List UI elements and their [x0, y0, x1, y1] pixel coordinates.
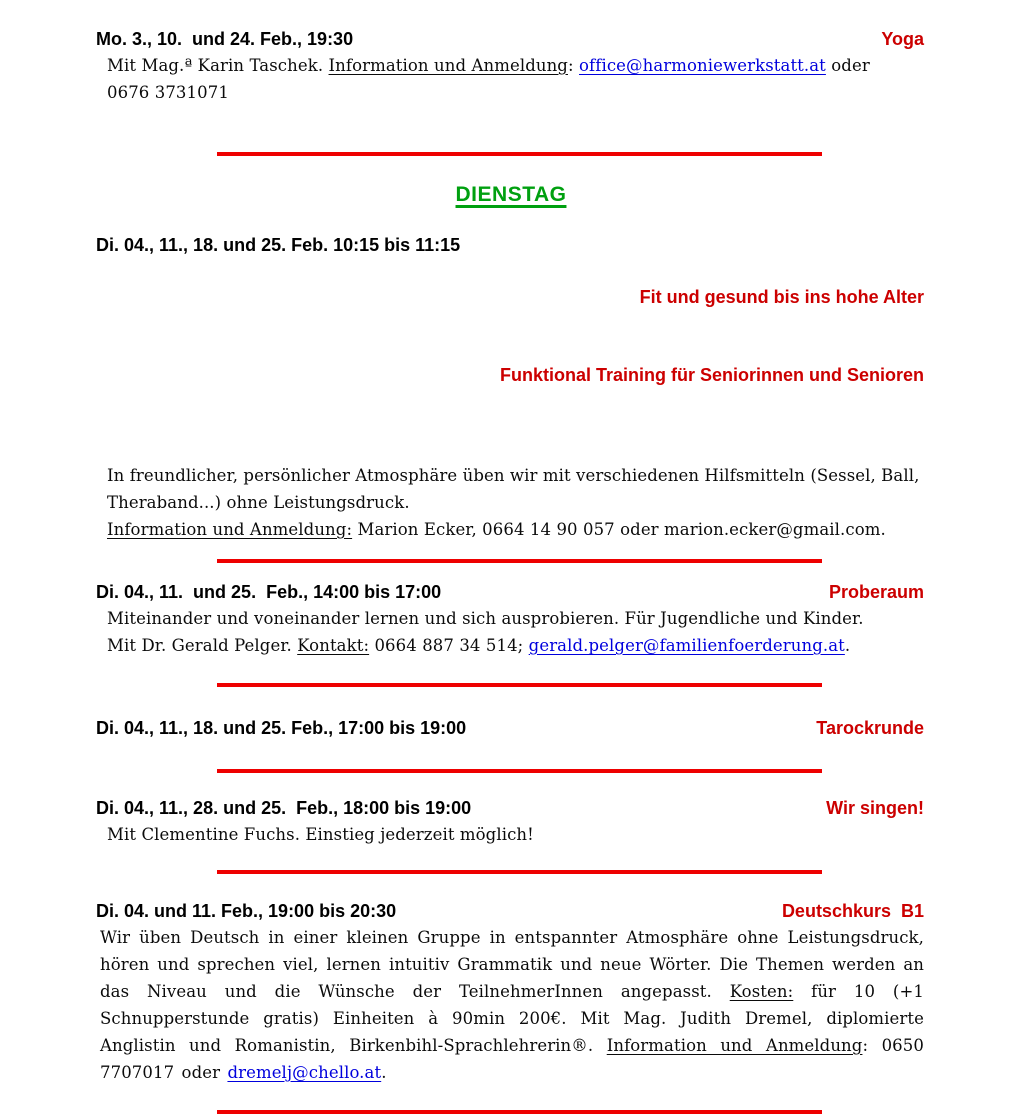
- section-divider: [217, 1110, 822, 1114]
- event-title-line-1: Fit und gesund bis ins hohe Alter: [639, 287, 924, 307]
- underlined-label: Information und Anmeldung: [328, 56, 568, 75]
- email-link[interactable]: dremelj@chello.at: [227, 1063, 382, 1082]
- event-description: [96, 605, 924, 659]
- body-text: Marion Ecker, 0664 14 90 057 oder marion.ecker@gmail.com.: [352, 520, 886, 539]
- event-title: Wir singen!: [826, 798, 924, 818]
- event-header: [96, 898, 924, 924]
- event-description: [96, 462, 924, 543]
- event-date: Di. 04., 11., 18. und 25. Feb., 17:00 bis 19:00: [96, 718, 467, 738]
- event-description: [96, 924, 924, 1086]
- body-text: für 10 (+1 Schnupperstunde gratis) Einheiten à 90min 200€. Mit Mag. Judith Dremel, diplomierte Anglistin und Romanistin, Birkenbihl-Sprachlehrerin®.: [100, 982, 924, 1055]
- section-divider: [217, 683, 822, 687]
- event-title: Proberaum: [828, 582, 924, 602]
- event-title: Deutschkurs B1: [781, 901, 924, 921]
- underlined-label: Information und Anmeldung:: [107, 520, 353, 539]
- event-date: Di. 04., 11., 28. und 25. Feb., 18:00 bis 19:00: [96, 798, 472, 818]
- body-text: .: [381, 1063, 387, 1082]
- event-section-yoga: [0, 26, 1022, 106]
- event-description: [96, 52, 924, 106]
- event-date: Di. 04. und 11. Feb., 19:00 bis 20:30: [96, 901, 397, 921]
- section-divider: [217, 559, 822, 563]
- underlined-label: Information und Anmeldung: [606, 1036, 863, 1055]
- event-title: Yoga: [881, 29, 924, 49]
- event-section-wir-singen: [0, 795, 1022, 848]
- email-link[interactable]: office@harmoniewerkstatt.at: [579, 56, 826, 75]
- underlined-label: Kontakt:: [297, 636, 370, 655]
- event-header: [96, 26, 924, 52]
- body-text: :: [567, 56, 579, 75]
- body-text: Wir üben Deutsch in einer kleinen Gruppe in entspannter Atmosphäre ohne Leistungsdruck, hören und sprechen viel, lernen intuitiv Grammatik und neue Wörter. Die Themen werden an das Niveau und die Wünsche der TeilnehmerInnen angepasst.: [100, 928, 924, 1001]
- event-title-line-2: Funktional Training für Seniorinnen und Senioren: [499, 365, 924, 385]
- section-divider: [217, 152, 822, 156]
- event-header: [96, 795, 924, 821]
- event-date: Mo. 3., 10. und 24. Feb., 19:30: [96, 29, 354, 49]
- body-text: .: [844, 636, 851, 655]
- event-date: Di. 04., 11. und 25. Feb., 14:00 bis 17:00: [96, 582, 442, 602]
- body-text: oder: [825, 56, 870, 75]
- body-text: Mit Dr. Gerald Pelger.: [107, 636, 298, 655]
- event-section-proberaum: [0, 579, 1022, 659]
- event-date: Di. 04., 11., 18. und 25. Feb. 10:15 bis 11:15: [96, 235, 461, 255]
- event-title: Tarockrunde: [816, 718, 924, 738]
- body-text: In freundlicher, persönlicher Atmosphäre üben wir mit verschiedenen Hilfsmitteln (Sessel, Ball, Theraband...) ohne Leistungsdruck.: [107, 466, 920, 512]
- body-text: Mit Clementine Fuchs. Einstieg jederzeit möglich!: [107, 825, 534, 844]
- event-header: [96, 579, 924, 605]
- event-description: [96, 821, 924, 848]
- body-text: 0664 887 34 514;: [369, 636, 529, 655]
- day-heading: [0, 180, 1022, 210]
- body-text: Miteinander und voneinander lernen und sich ausprobieren. Für Jugendliche und Kinder.: [107, 609, 864, 628]
- section-divider: [217, 870, 822, 874]
- event-header: [96, 715, 924, 741]
- email-link[interactable]: gerald.pelger@familienfoerderung.at: [528, 636, 845, 655]
- event-section-fit-und-gesund: [0, 232, 1022, 543]
- event-section-tarockrunde: [0, 715, 1022, 741]
- event-header: [96, 232, 924, 440]
- event-title: [460, 232, 924, 440]
- body-text: 0676 3731071: [107, 83, 229, 102]
- event-section-deutschkurs-b1: [0, 898, 1022, 1086]
- body-text: Mit Mag.ª Karin Taschek.: [107, 56, 329, 75]
- underlined-label: Kosten:: [729, 982, 794, 1001]
- section-divider: [217, 769, 822, 773]
- body-text: : 0650 7707017 oder: [100, 1036, 924, 1082]
- day-heading-text: DIENSTAG: [455, 183, 567, 206]
